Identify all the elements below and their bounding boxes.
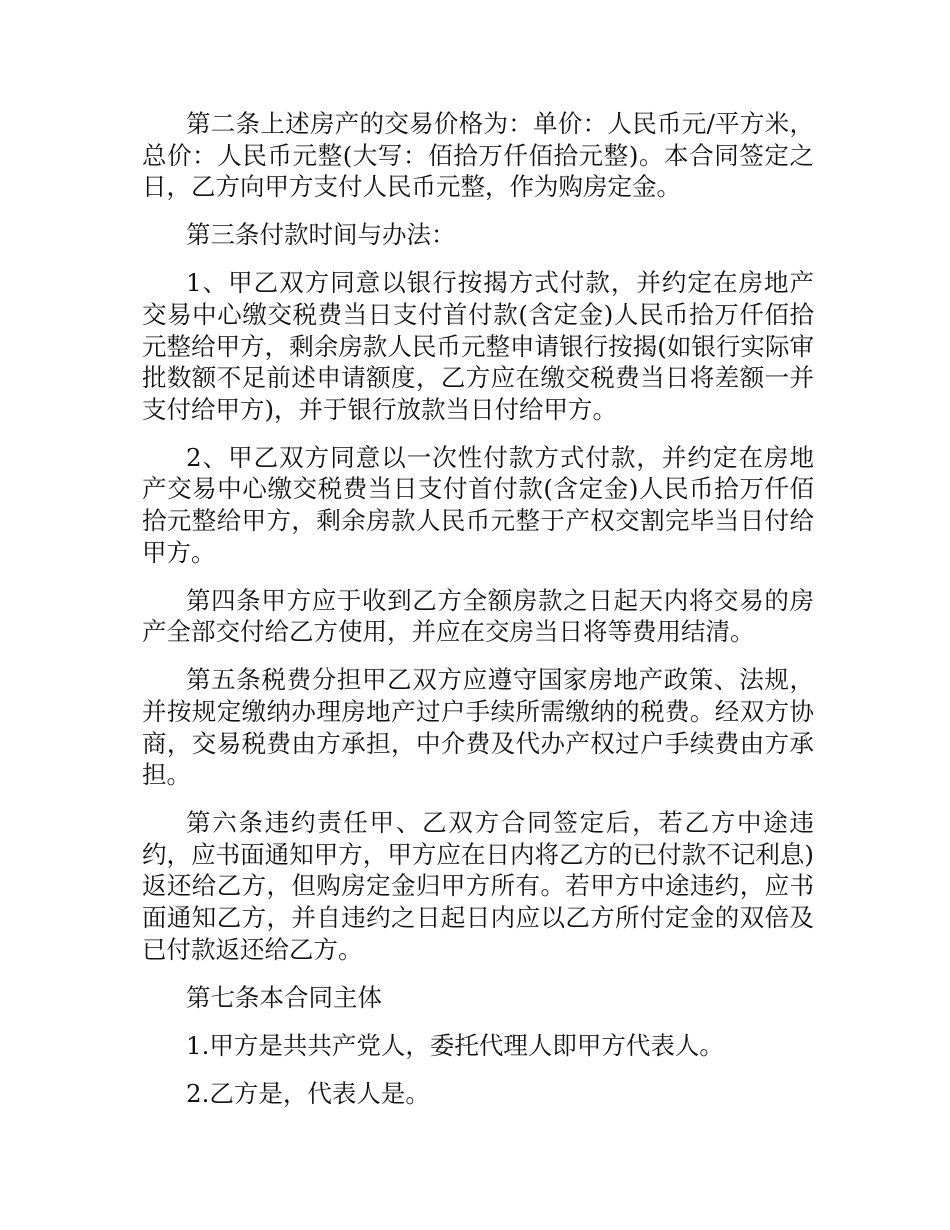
clause-7-heading: 第七条本合同主体 xyxy=(186,982,382,1012)
clause-3-item-2: 2、甲乙双方同意以一次性付款方式付款，并约定在房地产交易中心缴交税费当日支付首付款(含定金)人民币拾万仟佰拾元整给甲方，剩余房款人民币元整于产权交割完毕当日付给甲方。 xyxy=(142,442,814,567)
clause-6-breach: 第六条违约责任甲、乙双方合同签定后，若乙方中途违约，应书面通知甲方，甲方应在日内将乙方的已付款不记利息)返还给乙方，但购房定金归甲方所有。若甲方中途违约，应书面通知乙方，并自违约之日起日内应以乙方所付定金的双倍及已付款返还给乙方。 xyxy=(142,808,814,964)
clause-4-delivery: 第四条甲方应于收到乙方全额房款之日起天内将交易的房产全部交付给乙方使用，并应在交房当日将等费用结清。 xyxy=(142,585,814,647)
clause-3-item-1: 1、甲乙双方同意以银行按揭方式付款，并约定在房地产交易中心缴交税费当日支付首付款(含定金)人民币拾万仟佰拾元整给甲方，剩余房款人民币元整申请银行按揭(如银行实际审批数额不足前述申请额度，乙方应在缴交税费当日将差额一并支付给甲方)，并于银行放款当日付给甲方。 xyxy=(142,268,814,424)
clause-2-price: 第二条上述房产的交易价格为：单价：人民币元/平方米，总价：人民币元整(大写：佰拾万仟佰拾元整)。本合同签定之日，乙方向甲方支付人民币元整，作为购房定金。 xyxy=(142,109,814,202)
clause-3-heading: 第三条付款时间与办法： xyxy=(186,220,456,250)
clause-7-item-1: 1.甲方是共共产党人，委托代理人即甲方代表人。 xyxy=(186,1030,724,1060)
document-page xyxy=(142,108,814,1126)
clause-7-item-2: 2.乙方是，代表人是。 xyxy=(186,1078,430,1108)
clause-5-taxes: 第五条税费分担甲乙双方应遵守国家房地产政策、法规，并按规定缴纳办理房地产过户手续所需缴纳的税费。经双方协商，交易税费由方承担，中介费及代办产权过户手续费由方承担。 xyxy=(142,665,814,790)
